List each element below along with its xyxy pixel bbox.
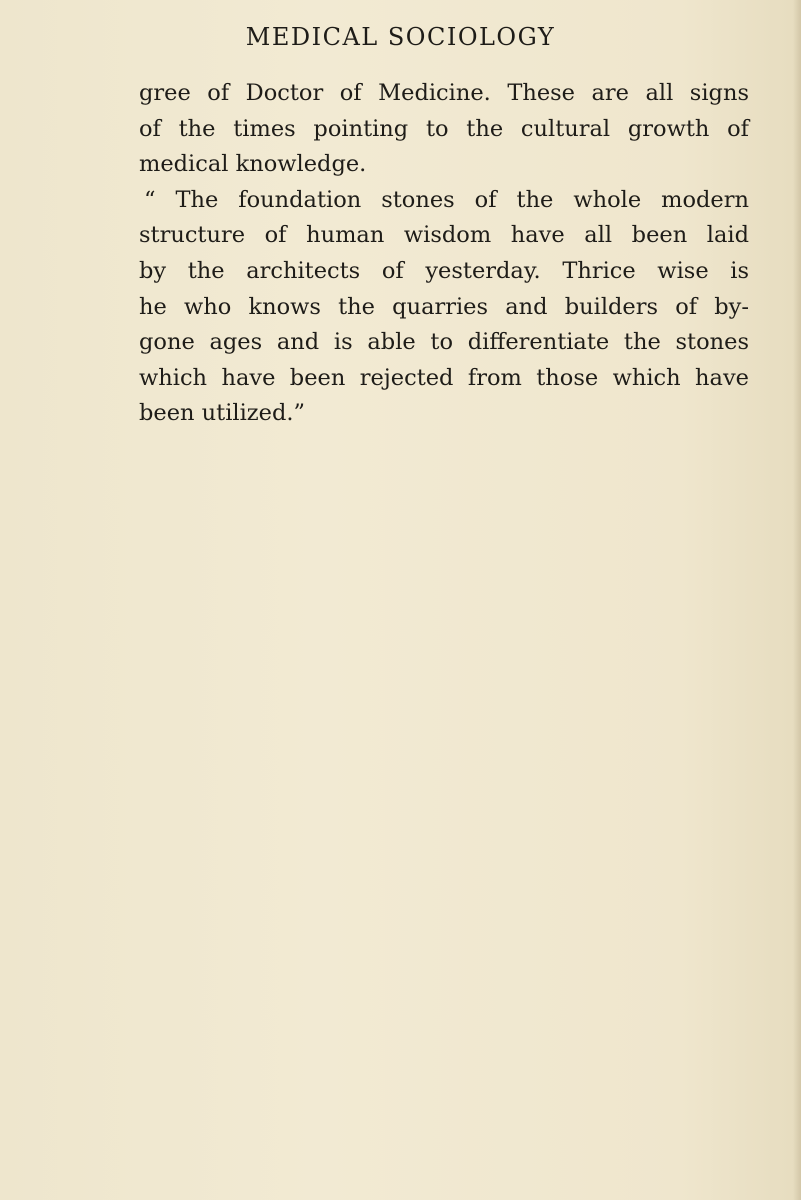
text-line: he who knows the quarries and builders of by- bbox=[139, 293, 749, 320]
page-edge-shadow bbox=[793, 0, 801, 1200]
text-line: been utilized.” bbox=[139, 400, 306, 427]
text-line: which have been rejected from those which have bbox=[139, 364, 749, 391]
body-text bbox=[139, 76, 749, 432]
text-line: gree of Doctor of Medicine. These are all signs bbox=[139, 80, 749, 106]
text-line: structure of human wisdom have all been laid bbox=[139, 222, 749, 249]
text-line: gone ages and is able to differentiate the stones bbox=[139, 329, 749, 356]
text-line: of the times pointing to the cultural growth of bbox=[139, 115, 749, 142]
text-line: “ The foundation stones of the whole modern bbox=[144, 186, 749, 213]
running-head: MEDICAL SOCIOLOGY bbox=[245, 23, 556, 51]
text-line: by the architects of yesterday. Thrice wise is bbox=[139, 257, 749, 284]
text-line: medical knowledge. bbox=[139, 151, 367, 178]
